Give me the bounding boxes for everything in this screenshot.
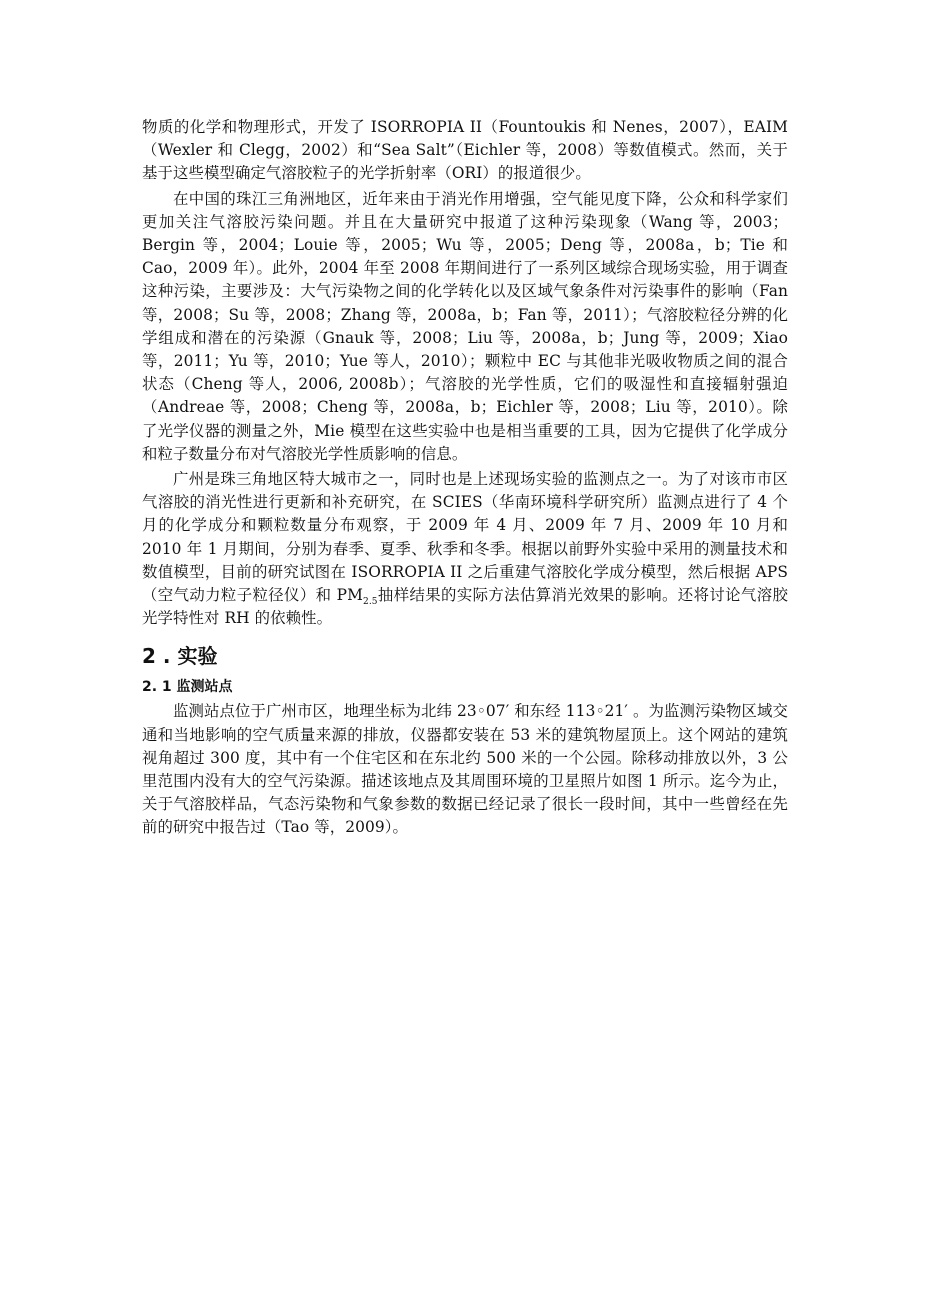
paragraph-prd-pollution: 在中国的珠江三角洲地区，近年来由于消光作用增强，空气能见度下降，公众和科学家们更加关注气溶胶污染问题。并且在大量研究中报道了这种污染现象（Wang 等，2003；Bergin 等，2004；Louie 等，2005；Wu 等，2005；Deng 等，2008a，b；Tie 和 Cao，2009 年）。此外，2004 年至 2008 年期间进行了一系列区域综合现场实验，用于调查这种污染，主要涉及：大气污染物之间的化学转化以及区域气象条件对污染事件的影响（Fan 等，2008；Su 等，2008；Zhang 等，2008a，b；Fan 等，2011）；气溶胶粒径分辨的化学组成和潜在的污染源（Gnauk 等，2008；Liu 等，2008a，b；Jung 等，2009；Xiao 等，2011；Yu 等，2010；Yue 等人，2010）；颗粒中 EC 与其他非光吸收物质之间的混合状态（Cheng 等人，2006, 2008b）；气溶胶的光学性质，它们的吸湿性和直接辐射强迫（Andreae 等，2008；Cheng 等，2008a，b；Eichler 等，2008；Liu 等，2010）。除了光学仪器的测量之外，Mie 模型在这些实验中也是相当重要的工具，因为它提供了化学成分和粒子数量分布对气溶胶光学性质影响的信息。 [142, 189, 788, 463]
paragraph-monitoring-site: 监测站点位于广州市区，地理坐标为北纬 23◦07′ 和东经 113◦21′ 。为监测污染物区域交通和当地影响的空气质量来源的排放，仪器都安装在 53 米的建筑物屋顶上。这个网站的建筑视角超过 300 度，其中有一个住宅区和在东北约 500 米的一个公园。除移动排放以外，3 公里范围内没有大的空气污染源。描述该地点及其周围环境的卫星照片如图 1 所示。迄今为止，关于气溶胶样品，气态污染物和气象参数的数据已经记录了很长一段时间，其中一些曾经在先前的研究中报告过（Tao 等，2009）。 [142, 702, 788, 837]
paragraph-guangzhou-study [142, 468, 788, 630]
subsection-heading-monitoring-site: 2. 1 监测站点 [142, 679, 233, 696]
pm-subscript: 2.5 [363, 597, 378, 608]
paragraph-intro-continued: 物质的化学和物理形式，开发了 ISORROPIA II（Fountoukis 和 Nenes，2007），EAIM（Wexler 和 Clegg，2002）和“Sea Salt”（Eichler 等，2008）等数值模式。然而，关于基于这些模型确定气溶胶粒子的光学折射率（ORI）的报道很少。 [142, 118, 788, 183]
document-page [142, 116, 788, 840]
section-heading-experiment: 2 . 实验 [142, 644, 218, 669]
paragraph-guangzhou-text-2: 抽样结果的实际方法估算消光效果的影响。还将讨论气溶胶光学特性对 RH 的依赖性。 [142, 586, 788, 628]
paragraph-guangzhou-text-1: 广州是珠三角地区特大城市之一，同时也是上述现场实验的监测点之一。为了对该市市区气溶胶的消光性进行更新和补充研究，在 SCIES（华南环境科学研究所）监测点进行了 4 个月的化学成分和颗粒数量分布观察，于 2009 年 4 月、2009 年 7 月、2009 年 10 月和 2010 年 1 月期间，分别为春季、夏季、秋季和冬季。根据以前野外实验中采用的测量技术和数值模型，目前的研究试图在 ISORROPIA II 之后重建气溶胶化学成分模型，然后根据 APS（空气动力粒子粒径仪）和 PM [142, 470, 788, 605]
